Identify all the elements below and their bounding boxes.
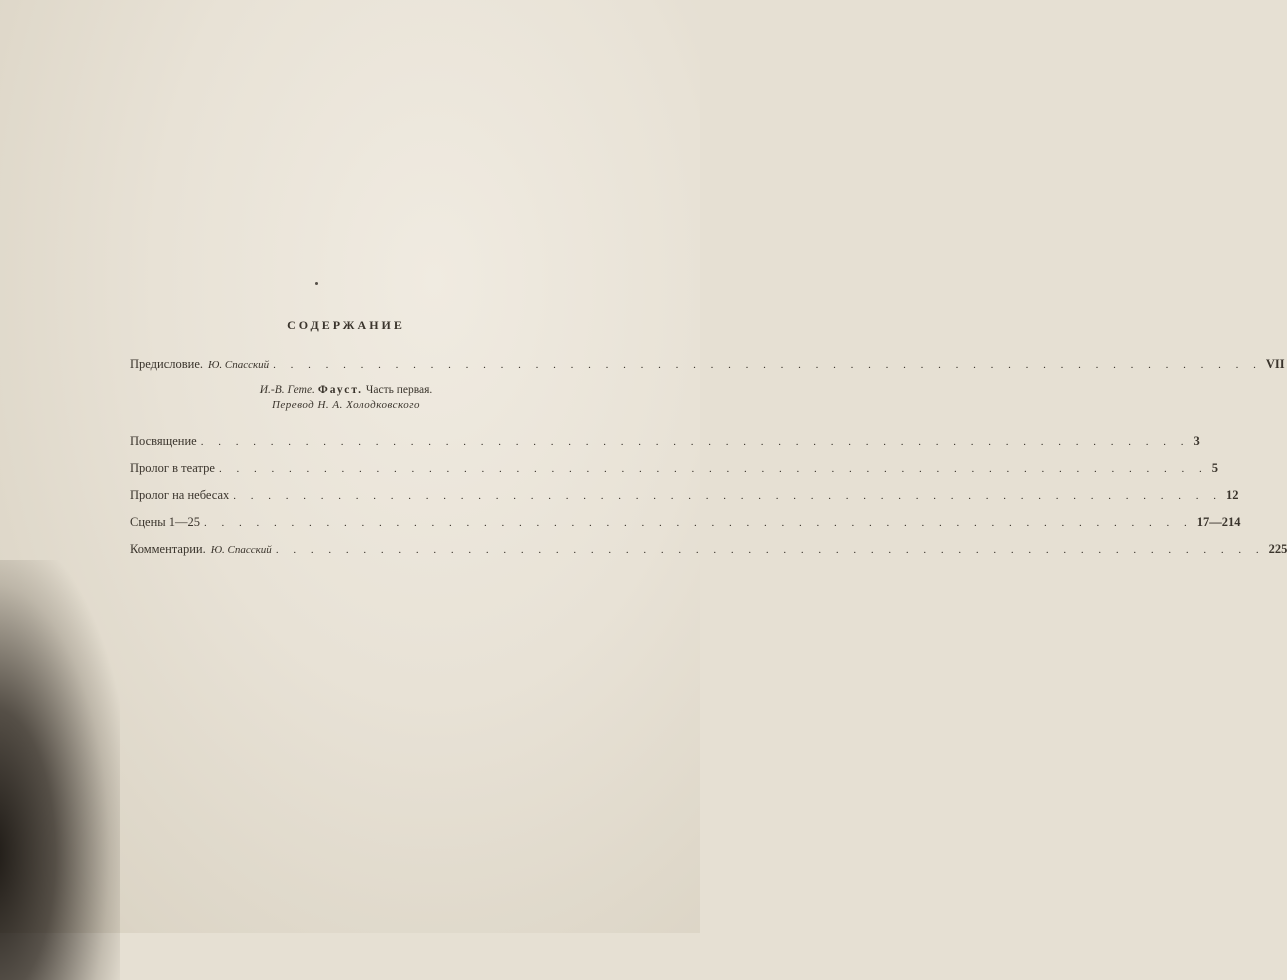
- entry-label: Сцены 1—25: [130, 515, 201, 529]
- ink-speck: [315, 282, 318, 285]
- dot-leader: . . . . . . . . . . . . . . . . . . . . . . . . . . . . . . . . . . . . . . . . . . . . . . . . . . . . . . . . .: [200, 436, 1190, 448]
- toc-title: СОДЕРЖАНИЕ: [287, 318, 405, 332]
- toc-entry-preface: [130, 357, 1285, 373]
- toc-entry-scenes: [130, 515, 1241, 531]
- work-author: И.-В. Гете.: [259, 384, 315, 396]
- entry-label: Комментарии.: [130, 542, 206, 556]
- entry-page: 225: [1268, 542, 1287, 556]
- entry-page: VII: [1265, 357, 1285, 371]
- entry-author: Ю. Спасский: [210, 544, 272, 556]
- entry-page: 3: [1193, 434, 1200, 448]
- dot-leader: . . . . . . . . . . . . . . . . . . . . . . . . . . . . . . . . . . . . . . . . . . . . . . . . . . . . . . . . .: [204, 517, 1193, 529]
- toc-entry-dedication: [130, 434, 1200, 450]
- entry-page: 5: [1211, 461, 1218, 475]
- shadow: [0, 560, 120, 980]
- entry-author: Ю. Спасский: [208, 359, 270, 371]
- dot-leader: . . . . . . . . . . . . . . . . . . . . . . . . . . . . . . . . . . . . . . . . . . . . . . . . . . . . . . . . .: [275, 544, 1265, 556]
- entry-label: Предисловие.: [130, 357, 204, 371]
- toc-entry-commentary: [130, 542, 1287, 558]
- entry-label: Пролог в театре: [130, 461, 215, 475]
- dot-leader: . . . . . . . . . . . . . . . . . . . . . . . . . . . . . . . . . . . . . . . . . . . . . . . . . . . . . . . . .: [273, 359, 1262, 371]
- entry-page: 12: [1226, 488, 1239, 502]
- table-of-contents: [130, 318, 1287, 558]
- dot-leader: . . . . . . . . . . . . . . . . . . . . . . . . . . . . . . . . . . . . . . . . . . . . . . . . . . . . . . . . .: [218, 463, 1208, 475]
- entry-label: Посвящение: [130, 434, 197, 448]
- entry-label: Пролог на небесах: [130, 488, 230, 502]
- dot-leader: . . . . . . . . . . . . . . . . . . . . . . . . . . . . . . . . . . . . . . . . . . . . . . . . . . . . . . . . .: [233, 490, 1223, 502]
- entry-page: 17—214: [1196, 515, 1241, 529]
- toc-entry-prologue-heaven: [130, 488, 1239, 504]
- work-part: Часть первая.: [365, 384, 433, 396]
- toc-entry-prologue-theatre: [130, 461, 1218, 477]
- work-title: Фауст.: [317, 384, 364, 396]
- translation-credit: Перевод Н. А. Холодковского: [271, 399, 420, 411]
- work-heading: [130, 383, 562, 412]
